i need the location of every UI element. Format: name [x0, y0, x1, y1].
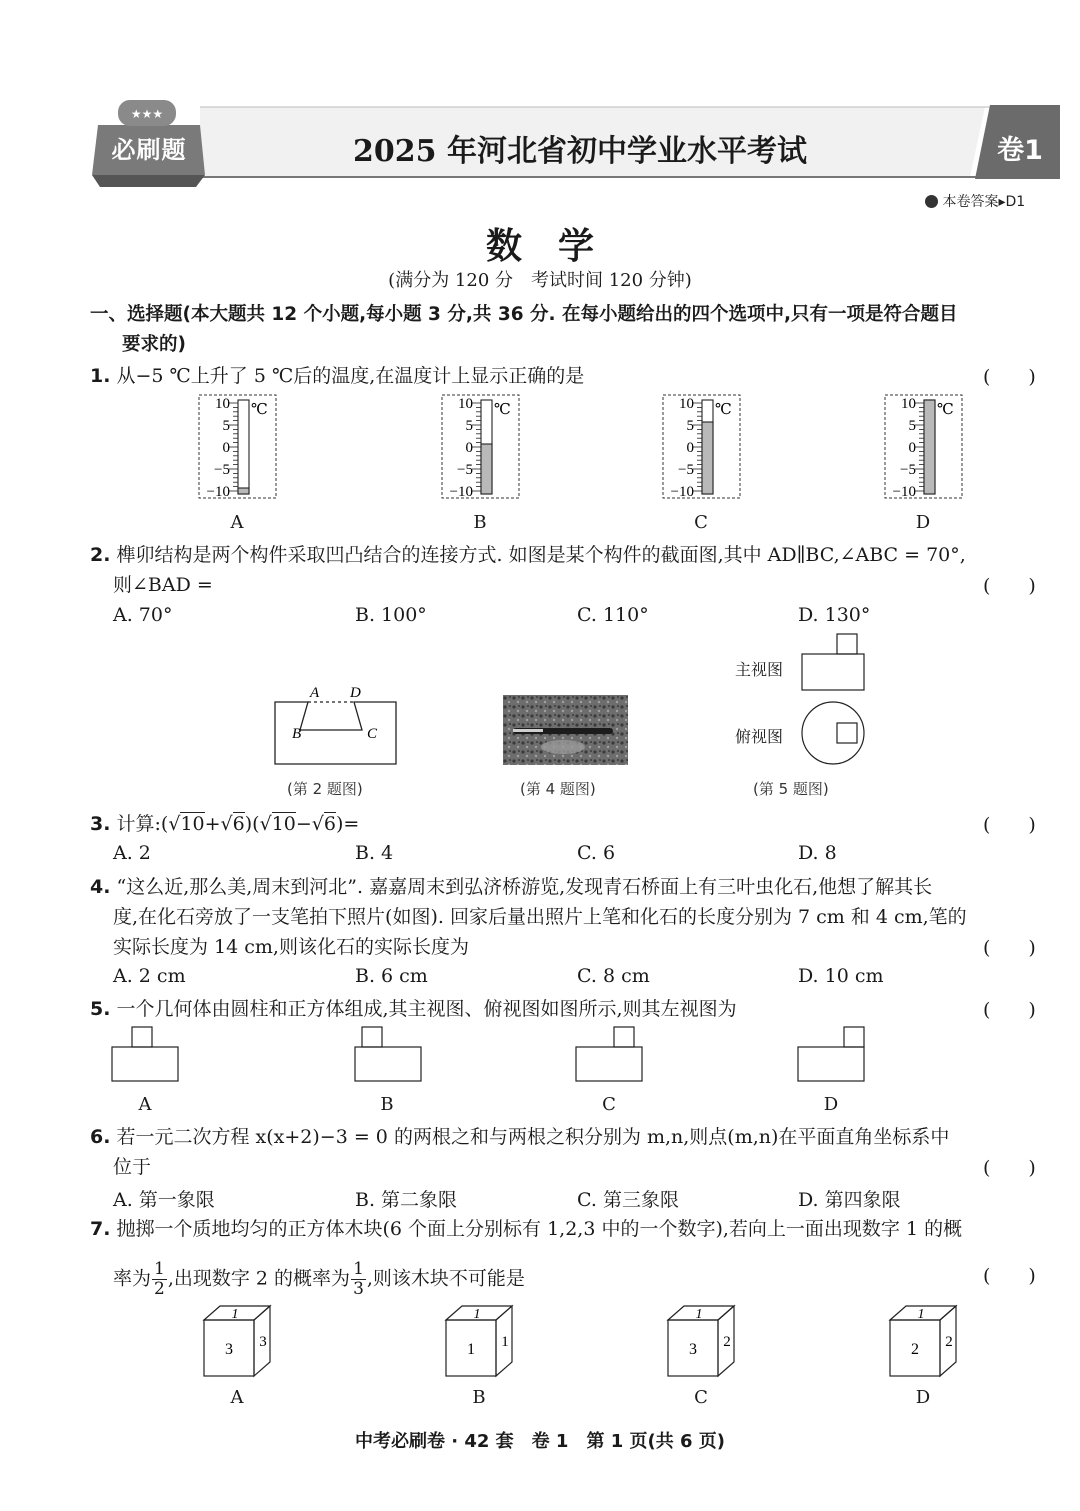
q1-tick-label: 0 [686, 440, 694, 456]
q3-option-d[interactable]: D. 8 [798, 842, 837, 864]
q1-tick-label: 10 [901, 396, 916, 412]
q5-option-a-figure[interactable] [110, 1025, 182, 1085]
q7-cube-side-number: 1 [501, 1334, 509, 1350]
q5-top-square [837, 723, 857, 743]
q1-tick-label: −5 [900, 462, 916, 478]
q2-point-c: C [367, 726, 378, 742]
q7-cube-a[interactable] [200, 1302, 276, 1382]
q3-radicand4: 6 [323, 813, 336, 835]
q2-text-line1: 榫卯结构是两个构件采取凹凸结合的连接方式. 如图是某个构件的截面图,其中 AD∥BC,∠ABC = 70°, [116, 544, 966, 566]
q3-minus: − [295, 813, 312, 835]
badge-label: 必刷题 [111, 136, 187, 164]
q3-option-b[interactable]: B. 4 [355, 842, 394, 864]
q1-stem [90, 361, 584, 391]
q7-cube-front-number: 3 [225, 1341, 233, 1358]
q5-stem [90, 994, 737, 1024]
q3-answer-blank[interactable]: ( ) [983, 814, 1036, 836]
q7-text-part-b: ,出现数字 2 的概率为 [167, 1267, 351, 1290]
q2-point-d: D [350, 685, 361, 701]
q1-tick-label: 5 [686, 418, 694, 434]
page-footer: 中考必刷卷 · 42 套 卷 1 第 1 页(共 6 页) [354, 1431, 726, 1452]
q6-text-line2: 位于 [113, 1156, 152, 1178]
q1-tick-label: −10 [449, 484, 473, 500]
q4-number: 4. [90, 876, 111, 898]
q2-figure-caption: (第 2 题图) [287, 780, 363, 798]
q7-stem-line1 [90, 1214, 962, 1244]
q4-photo [503, 695, 628, 765]
q2-answer-blank[interactable]: ( ) [983, 575, 1036, 597]
q6-option-b[interactable]: B. 第二象限 [355, 1189, 458, 1211]
q3-radicand3: 10 [271, 813, 296, 835]
q5-top-view-label: 俯视图 [735, 727, 784, 746]
exam-info: (满分为 120 分 考试时间 120 分钟) [388, 270, 692, 291]
q5-number: 5. [90, 998, 111, 1020]
q7-cube-front-number: 1 [467, 1341, 475, 1358]
q7-fraction-half [152, 1260, 167, 1299]
q2-figure [270, 680, 405, 770]
q2-point-a: A [310, 685, 320, 701]
q2-stem-line1 [90, 540, 966, 570]
q2-option-a[interactable]: A. 70° [113, 604, 173, 626]
q1-thermo-tube [238, 400, 249, 494]
q3-radicand2: 6 [232, 813, 245, 835]
q1-mercury-level [238, 488, 249, 494]
q3-sqrt1: √10 [168, 813, 205, 835]
q7-frac2-num: 1 [353, 1259, 364, 1279]
q5-label-d: D [823, 1094, 839, 1115]
q1-label-c: C [694, 512, 708, 533]
q7-frac2-den: 3 [353, 1279, 364, 1299]
section1-heading-line1: 一、选择题(本大题共 12 个小题,每小题 3 分,共 36 分. 在每小题给出的四个选项中,只有一项是符合题目 [90, 304, 958, 325]
q5-answer-blank[interactable]: ( ) [983, 999, 1036, 1021]
q3-sqrt3: √10 [259, 813, 296, 835]
q1-mercury-level [702, 422, 713, 494]
q7-cube-c[interactable] [664, 1302, 740, 1382]
q4-figure-caption: (第 4 题图) [520, 780, 596, 798]
q5-front-small-square [837, 634, 857, 654]
exam-title: 2025 年河北省初中学业水平考试 [353, 134, 807, 169]
q4-text-line3: 实际长度为 14 cm,则该化石的实际长度为 [113, 936, 469, 958]
q7-label-b: B [472, 1387, 486, 1408]
q1-tick-label: 5 [465, 418, 473, 434]
q7-label-c: C [694, 1387, 708, 1408]
q4-option-a[interactable]: A. 2 cm [113, 965, 186, 987]
q1-label-b: B [473, 512, 487, 533]
q1-tick-label: 5 [222, 418, 230, 434]
q5-text: 一个几何体由圆柱和正方体组成,其主视图、俯视图如图所示,则其左视图为 [116, 998, 737, 1020]
q6-stem-line1 [90, 1122, 949, 1152]
q1-answer-blank[interactable]: ( ) [983, 366, 1036, 388]
q1-mercury-level [924, 400, 935, 494]
q3-prefix: 计算:( [116, 813, 169, 835]
q1-label-a: A [230, 512, 244, 533]
q1-tick-label: −10 [206, 484, 230, 500]
q4-option-b[interactable]: B. 6 cm [355, 965, 428, 987]
q5-front-view-label: 主视图 [735, 660, 784, 679]
q3-radicand1: 10 [180, 813, 205, 835]
q7-text-part-c: ,则该木块不可能是 [366, 1267, 525, 1290]
q3-plus: + [204, 813, 221, 835]
q5-figure-caption: (第 5 题图) [753, 780, 829, 798]
q1-unit-label: ℃ [494, 402, 511, 418]
q7-cube-side-number: 2 [723, 1334, 731, 1350]
q5-figure [795, 632, 870, 767]
q3-suffix: )= [336, 813, 360, 835]
q7-frac1-den: 2 [154, 1279, 165, 1299]
q6-option-c[interactable]: C. 第三象限 [577, 1189, 679, 1211]
q7-text-line2 [113, 1260, 525, 1299]
q4-option-d[interactable]: D. 10 cm [798, 965, 884, 987]
q7-cube-top-number: 1 [695, 1307, 703, 1322]
q5-label-a: A [138, 1094, 152, 1115]
q1-unit-label: ℃ [251, 402, 268, 418]
q7-cube-b[interactable] [442, 1302, 518, 1382]
q7-cube-top-number: 1 [473, 1307, 481, 1322]
q6-answer-blank[interactable]: ( ) [983, 1157, 1036, 1179]
q2-point-b: B [292, 726, 302, 742]
q5-label-b: B [380, 1094, 394, 1115]
q1-mercury-level [481, 444, 492, 494]
q7-cube-front-number: 3 [689, 1341, 697, 1358]
q2-number: 2. [90, 544, 111, 566]
q3-option-c[interactable]: C. 6 [577, 842, 616, 864]
q1-label-d: D [915, 512, 931, 533]
q4-stem-line1 [90, 872, 932, 902]
q1-unit-label: ℃ [715, 402, 732, 418]
q1-tick-label: 0 [222, 440, 230, 456]
q7-text-line1: 抛掷一个质地均匀的正方体木块(6 个面上分别标有 1,2,3 中的一个数字),若向上一面出现数字 1 的概 [116, 1218, 963, 1240]
q1-unit-label: ℃ [937, 402, 954, 418]
q1-thermometer-b[interactable] [441, 394, 521, 500]
q3-sqrt4: √6 [311, 813, 336, 835]
q7-label-d: D [915, 1387, 931, 1408]
q7-cube-top-number: 1 [917, 1307, 925, 1322]
section1-heading-line2: 要求的) [122, 334, 186, 355]
q3-option-a[interactable]: A. 2 [113, 842, 151, 864]
svg-text:★★★: ★★★ [130, 107, 164, 121]
q1-tick-label: −5 [214, 462, 230, 478]
q2-option-c[interactable]: C. 110° [577, 604, 649, 626]
q5-front-cylinder [802, 654, 864, 690]
q7-text-part-a: 率为 [113, 1267, 152, 1290]
q7-cube-top-number: 1 [231, 1307, 239, 1322]
q5-top-circle [802, 702, 864, 764]
q2-text-line2: 则∠BAD = [113, 574, 213, 596]
q1-tick-label: 0 [465, 440, 473, 456]
q1-tick-label: −5 [457, 462, 473, 478]
q2-option-d[interactable]: D. 130° [798, 604, 871, 626]
q1-thermometer-c[interactable] [662, 394, 742, 500]
q1-thermometer-d[interactable] [884, 394, 964, 500]
q7-cube-side-number: 2 [945, 1334, 953, 1350]
q4-option-c[interactable]: C. 8 cm [577, 965, 650, 987]
q4-text-line1: “这么近,那么美,周末到河北”. 嘉嘉周末到弘济桥游览,发现青石桥面上有三叶虫化石,他想了解其长 [116, 876, 933, 898]
answer-reference-text: 本卷答案▸D1 [942, 194, 1026, 210]
subject-title: 数 学 [485, 225, 594, 267]
q1-tick-label: 10 [679, 396, 694, 412]
q7-fraction-third [351, 1260, 366, 1299]
q7-answer-blank[interactable]: ( ) [983, 1265, 1036, 1287]
q4-answer-blank[interactable]: ( ) [983, 937, 1036, 959]
q6-option-d[interactable]: D. 第四象限 [798, 1189, 901, 1211]
q4-fossil [541, 740, 585, 754]
q6-option-a[interactable]: A. 第一象限 [113, 1189, 215, 1211]
q5-option-d-figure[interactable] [796, 1025, 868, 1085]
q1-text: 从−5 ℃上升了 5 ℃后的温度,在温度计上显示正确的是 [116, 365, 585, 387]
q7-label-a: A [230, 1387, 244, 1408]
q3-number: 3. [90, 813, 111, 835]
q3-sqrt2: √6 [220, 813, 245, 835]
q6-number: 6. [90, 1126, 111, 1148]
answer-reference [925, 191, 1025, 211]
volume-label: 卷1 [997, 135, 1043, 166]
q1-tick-label: 10 [215, 396, 230, 412]
q1-thermometer-a[interactable] [198, 394, 278, 500]
q7-cube-front-number: 2 [911, 1341, 919, 1358]
q7-cube-side-number: 3 [259, 1334, 267, 1350]
q5-label-c: C [602, 1094, 616, 1115]
q1-tick-label: 10 [458, 396, 473, 412]
q1-number: 1. [90, 365, 111, 387]
q1-tick-label: 5 [908, 418, 916, 434]
q3-stem [90, 809, 359, 839]
q6-text-line1: 若一元二次方程 x(x+2)−3 = 0 的两根之和与两根之积分别为 m,n,则点(m,n)在平面直角坐标系中 [116, 1126, 950, 1148]
q1-tick-label: −5 [678, 462, 694, 478]
q7-frac1-num: 1 [154, 1259, 165, 1279]
q4-text-line2: 度,在化石旁放了一支笔拍下照片(如图). 回家后量出照片上笔和化石的长度分别为 7 cm 和 4 cm,笔的 [113, 906, 967, 928]
q7-cube-d[interactable] [886, 1302, 962, 1382]
q2-option-b[interactable]: B. 100° [355, 604, 427, 626]
q1-tick-label: −10 [892, 484, 916, 500]
q5-option-c-figure[interactable] [574, 1025, 646, 1085]
answer-icon [925, 195, 938, 208]
q7-number: 7. [90, 1218, 111, 1240]
q1-tick-label: 0 [908, 440, 916, 456]
q3-mid: )( [244, 813, 260, 835]
q5-option-b-figure[interactable] [353, 1025, 425, 1085]
q1-tick-label: −10 [670, 484, 694, 500]
